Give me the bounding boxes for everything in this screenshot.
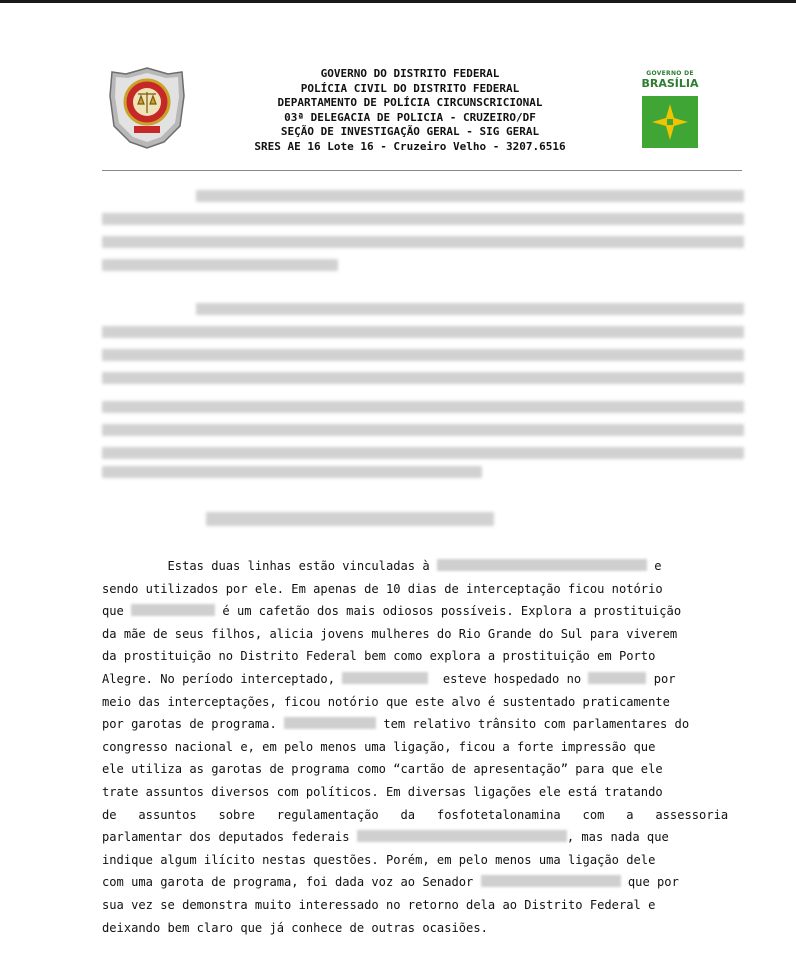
- text-segment: Alegre. No período interceptado,: [102, 671, 335, 686]
- redaction: [437, 559, 647, 571]
- text-segment: por: [653, 671, 676, 686]
- redaction: [357, 830, 567, 842]
- text-segment: que por: [627, 875, 679, 890]
- redaction: [588, 672, 646, 684]
- text-line: [102, 555, 742, 578]
- text-line: [102, 826, 742, 849]
- text-line: de assuntos sobre regulamentação da fosfotetalonamina com a assessoria: [102, 807, 729, 822]
- header-line-department: DEPARTAMENTO DE POLÍCIA CIRCUNSCRICIONAL: [277, 96, 543, 109]
- text-line: sendo utilizados por ele. Em apenas de 10 dias de interceptação ficou notório: [102, 581, 663, 596]
- header-divider: [102, 170, 742, 171]
- text-segment: que: [102, 604, 124, 619]
- text-segment: , mas nada que: [566, 830, 669, 845]
- text-line: [102, 600, 742, 623]
- text-line: congresso nacional e, em pelo menos uma ligação, ficou a forte impressão que: [102, 739, 656, 754]
- header-line-government: GOVERNO DO DISTRITO FEDERAL: [320, 67, 500, 80]
- text-line: [102, 668, 742, 691]
- redaction: [284, 717, 376, 729]
- text-segment: Estas duas linhas estão vinculadas à: [167, 559, 430, 573]
- header-line-police: POLÍCIA CIVIL DO DISTRITO FEDERAL: [300, 81, 520, 95]
- text-segment: tem relativo trânsito com parlamentares do: [383, 717, 690, 732]
- header-text: [200, 67, 620, 154]
- text-segment: com uma garota de programa, foi dada voz ao Senador: [102, 875, 474, 890]
- gdf-logo-small-text: GOVERNO DE: [646, 70, 694, 77]
- redaction: [131, 604, 215, 616]
- top-border: [0, 0, 796, 3]
- text-segment: parlamentar dos deputados federais: [102, 830, 350, 845]
- header-line-section: SEÇÃO DE INVESTIGAÇÃO GERAL - SIG GERAL: [280, 125, 540, 138]
- pcdf-badge-logo: [108, 66, 186, 150]
- header-line-precinct: 03ª DELEGACIA DE POLICIA - CRUZEIRO/DF: [284, 110, 536, 124]
- text-line: da prostituição no Distrito Federal bem como explora a prostituição em Porto: [102, 649, 656, 664]
- redaction: [342, 672, 428, 684]
- header-line-address: SRES AE 16 Lote 16 - Cruzeiro Velho - 3207.6516: [254, 139, 566, 153]
- text-line: ele utiliza as garotas de programa como “cartão de apresentação” para que ele: [102, 762, 663, 777]
- text-segment: esteve hospedado no: [442, 671, 582, 686]
- text-line: [102, 713, 742, 736]
- text-line: trate assuntos diversos com políticos. Em diversas ligações ele está tratando: [102, 784, 663, 799]
- text-segment: é um cafetão dos mais odiosos possíveis. Explora a prostituição: [222, 604, 682, 619]
- text-line: [102, 871, 742, 894]
- body-paragraph: [102, 555, 742, 939]
- text-line: deixando bem claro que já conhece de outras ocasiões.: [102, 920, 488, 935]
- gdf-logo-big-text: BRASÍLIA: [641, 77, 699, 90]
- gdf-cross-emblem: [642, 96, 698, 148]
- text-line: indique algum ilícito nestas questões. Porém, em pelo menos uma ligação dele: [102, 852, 656, 867]
- text-segment: por garotas de programa.: [102, 717, 277, 732]
- redaction: [481, 875, 621, 887]
- gdf-brasilia-logo: [640, 70, 700, 150]
- text-line: meio das interceptações, ficou notório que este alvo é sustentado praticamente: [102, 694, 670, 709]
- text-line: da mãe de seus filhos, alicia jovens mulheres do Rio Grande do Sul para viverem: [102, 626, 678, 641]
- text-line: sua vez se demonstra muito interessado no retorno dela ao Distrito Federal e: [102, 897, 656, 912]
- document-header: [0, 60, 796, 170]
- text-segment: e: [654, 559, 662, 573]
